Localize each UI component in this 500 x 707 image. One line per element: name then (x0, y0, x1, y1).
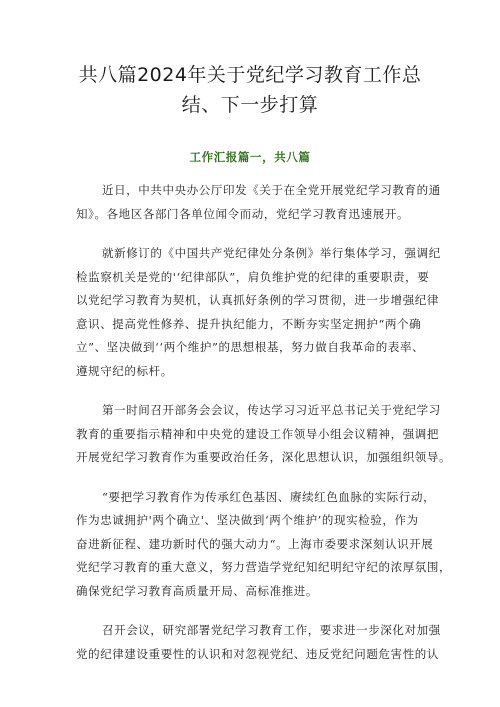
section-heading: 工作汇报篇一，共八篇 (189, 150, 311, 164)
text-line: 知》。各地区各部门各单位闻令而动，党纪学习教育迅速展开。 (76, 206, 410, 221)
document-body (76, 179, 452, 682)
text-line: 意识、提高党性修养、提升执纪能力，不断夯实坚定拥护“两个确 (76, 316, 422, 331)
paragraph-5 (76, 619, 441, 666)
text-line: 党纪学习教育的重大意义，努力营造学党纪知纪明纪守纪的浓厚氛围， (76, 560, 452, 574)
text-line: 近日，中共中央办公厅印发《关于在全党开展党纪学习教育的通 (102, 183, 441, 197)
text-line: 检监察机关是党的'‘纪律部队”，肩负维护党的纪律的重要职责，要 (76, 269, 430, 284)
text-line: 确保党纪学习教育高质量开局、高标准推进。 (76, 583, 318, 598)
text-line: 开展党纪学习教育作为重要政治任务，深化思想认识，加强组织领导。 (76, 450, 452, 464)
text-line: 遵规守纪的标杆。 (76, 363, 173, 378)
title-line-2: 结、下一步打算 (181, 94, 319, 116)
text-line: 奋进新征程、建功新时代的强大动力“。上海市委要求深刻认识开展 (76, 536, 434, 551)
paragraph-1 (76, 179, 441, 226)
paragraph-2 (76, 242, 441, 383)
text-line: 召开会议，研究部署党纪学习教育工作，要求进一步深化对加强 (102, 623, 441, 637)
text-line: 作为忠诚拥护'两个确立'、坚决做到‘两个维护’的现实检验，作为 (76, 513, 419, 527)
text-line: “要把学习教育作为传承红色基因、赓续红色血脉的实际行动， (102, 489, 436, 504)
text-line: 以党纪学习教育为契机，认真抓好条例的学习贯彻，进一步增强纪律 (76, 293, 439, 307)
paragraph-3 (76, 399, 452, 470)
text-line: 党的纪律建设重要性的认识和对忽视党纪、违反党纪问题危害性的认 (76, 646, 439, 661)
title-line-1: 共八篇2024年关于党纪学习教育工作总 (78, 64, 422, 86)
paragraph-4 (76, 486, 452, 604)
text-line: 立”、坚决做到‘‘两个维护”的思想根基，努力做自我革命的表率、 (76, 340, 425, 354)
text-line: 就新修订的《中国共产党纪律处分条例》举行集体学习，强调纪 (102, 246, 441, 260)
text-line: 第一时间召开部务会会议，传达学习习近平总书记关于党纪学习 (102, 403, 441, 417)
text-line: 教育的重要指示精神和中央党的建设工作领导小组会议精神，强调把 (76, 426, 439, 441)
document-title (60, 60, 440, 120)
